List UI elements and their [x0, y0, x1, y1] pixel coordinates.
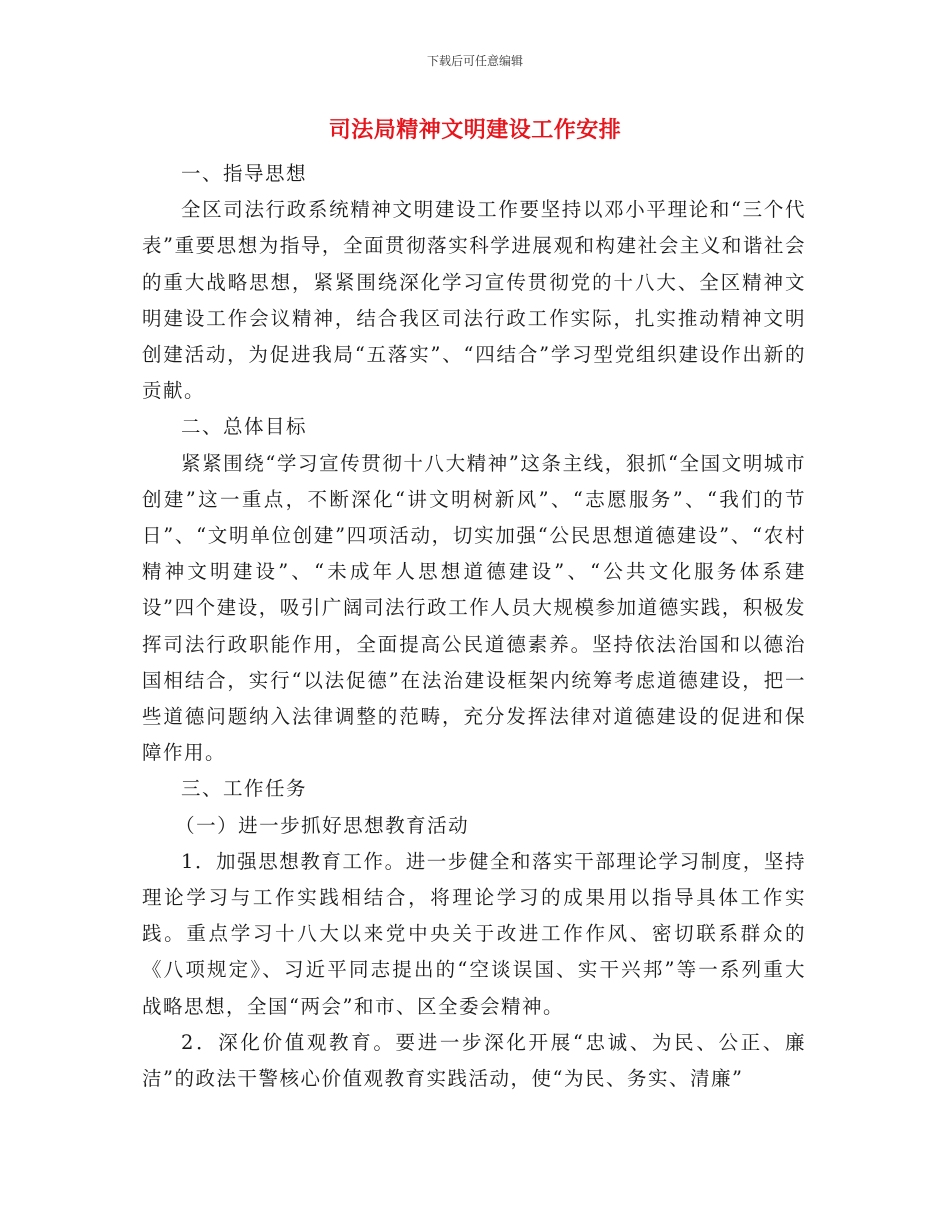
section-heading-overall-goals: 二、总体目标 — [181, 415, 308, 439]
paragraph-item-2: 2．深化价值观教育。要进一步深化开展“忠诚、为民、公正、廉洁”的政法干警核心价值观教育实践活动，使“为民、务实、清廉” — [142, 1030, 806, 1091]
paragraph-overall-goals: 紧紧围绕“学习宣传贯彻十八大精神”这条主线，狠抓“全国文明城市创建”这一重点，不断深化“讲文明树新风”、“志愿服务”、“我们的节日”、“文明单位创建”四项活动，切实加强“公民思想道德建设”、“农村精神文明建设”、“未成年人思想道德建设”、“公共文化服务体系建设”四个建设，吸引广阔司法行政工作人员大规模参加道德实践，积极发挥司法行政职能作用，全面提高公民道德素养。坚持依法治国和以德治国相结合，实行“以法促德”在法治建设框架内统筹考虑道德建设，把一些道德问题纳入法律调整的范畴，充分发挥法律对道德建设的促进和保障作用。 — [142, 451, 806, 765]
section-heading-guiding-ideology: 一、指导思想 — [181, 162, 308, 185]
paragraph-item-1: 1．加强思想教育工作。进一步健全和落实干部理论学习制度，坚持理论学习与工作实践相结合，将理论学习的成果用以指导具体工作实践。重点学习十八大以来党中央关于改进工作作风、密切联系群众的《八项规定》、习近平同志提出的“空谈误国、实干兴邦”等一系列重大战略思想，全国“两会”和市、区全委会精神。 — [142, 849, 806, 1018]
paragraph-guiding-ideology: 全区司法行政系统精神文明建设工作要坚持以邓小平理论和“三个代表”重要思想为指导，全面贯彻落实科学进展观和构建社会主义和谐社会的重大战略思想，紧紧围绕深化学习宣传贯彻党的十八大、全区精神文明建设工作会议精神，结合我区司法行政工作实际，扎实推动精神文明创建活动，为促进我局“五落实”、“四结合”学习型党组织建设作出新的贡献。 — [142, 198, 806, 403]
document-body — [142, 156, 806, 1097]
document-title: 司法局精神文明建设工作安排 — [328, 117, 622, 143]
header-note: 下载后可任意编辑 — [426, 54, 523, 68]
section-heading-work-tasks: 三、工作任务 — [181, 777, 308, 801]
subsection-heading-ideological-education: （一）进一步抓好思想教育活动 — [175, 813, 470, 837]
